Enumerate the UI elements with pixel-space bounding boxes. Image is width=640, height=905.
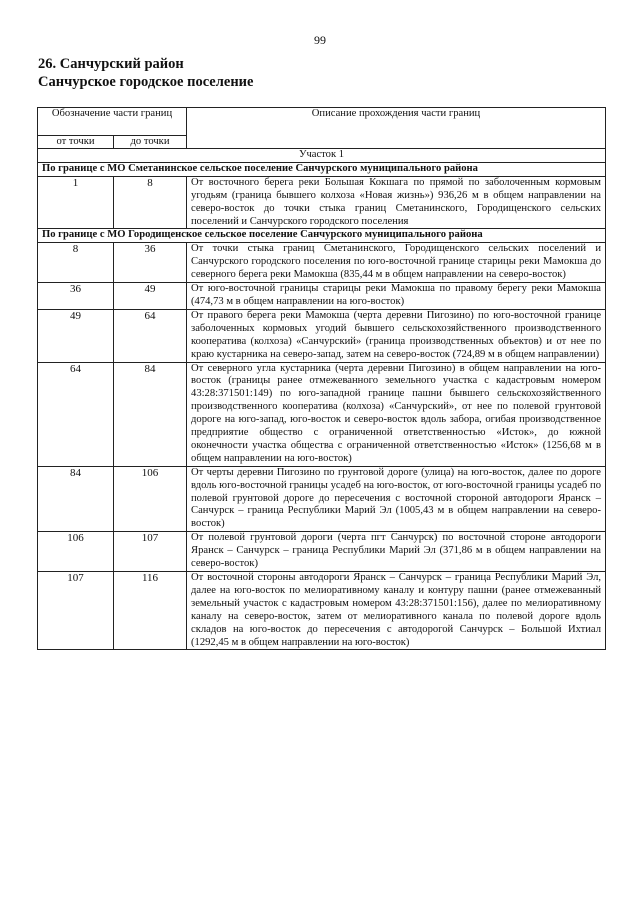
from-point: 106	[38, 532, 114, 572]
from-point: 49	[38, 309, 114, 362]
table-row	[38, 572, 606, 650]
section-label: Участок 1	[38, 149, 606, 163]
settlement-title: Санчурское городское поселение	[38, 74, 254, 90]
table-row	[38, 466, 606, 532]
boundary-description: От правого берега реки Мамокша (черта деревни Пигозино) по юго-восточной границе заболоченных кормовых угодий бывшего сельскохозяйственного производственного кооператива (колхоза) «Санчурский» (граница производственных объектов) и от нее по краю кустарника на северо-запад, затем на северо-восток (724,89 м в общем направлении)	[187, 309, 606, 362]
table-header-row	[38, 108, 606, 136]
table-row	[38, 283, 606, 310]
boundary-description: От юго-восточной границы старицы реки Мамокша по правому берегу реки Мамокша (474,73 м в общем направлении на юго-восток)	[187, 283, 606, 310]
table-row	[38, 243, 606, 283]
boundary-description: От полевой грунтовой дороги (черта пгт Санчурск) по восточной стороне автодороги Яранск – Санчурск – граница Республики Марий Эл (371,86 м в общем направлении на северо-восток)	[187, 532, 606, 572]
page-number: 99	[314, 33, 326, 47]
to-point: 116	[114, 572, 187, 650]
to-point: 8	[114, 176, 187, 229]
description-header: Описание прохождения части границ	[187, 108, 606, 149]
table-row	[38, 362, 606, 466]
to-point: 49	[114, 283, 187, 310]
to-point: 107	[114, 532, 187, 572]
to-point: 36	[114, 243, 187, 283]
boundary-description: От восточного берега реки Большая Кокшага по прямой по заболоченным кормовым угодьям (граница бывшего колхоза «Новая жизнь») 936,26 м в общем направлении на северо-восток до точки стыка границ Сметанинского, Городищенского сельских поселений и Санчурского городского поселения	[187, 176, 606, 229]
boundary-description: От восточной стороны автодороги Яранск – Санчурск – граница Республики Марий Эл, далее на юго-восток по мелиоративному каналу и контуру пашни (ранее отмежеванный земельный участок с кадастровым номером 43:28:371501:156), далее по мелиоративному каналу на северо-восток, затем от мелиоративного канала по полевой дороге вдоль складов на юго-восток до пересечения с автодорогой Санчурск – Большой Ихтиал (1292,45 м в общем направлении на юго-восток)	[187, 572, 606, 650]
table-row	[38, 309, 606, 362]
from-point: 8	[38, 243, 114, 283]
to-point: 106	[114, 466, 187, 532]
boundary-description: От точки стыка границ Сметанинского, Городищенского сельских поселений и Санчурского городского поселения по юго-восточной границе старицы реки Мамокша до северного берега реки Мамокша (835,44 м в общем направлении на северо-восток)	[187, 243, 606, 283]
group-row	[38, 162, 606, 176]
to-point-header: до точки	[114, 136, 187, 149]
to-point: 64	[114, 309, 187, 362]
from-point: 107	[38, 572, 114, 650]
from-point: 36	[38, 283, 114, 310]
section-row	[38, 149, 606, 163]
from-point: 84	[38, 466, 114, 532]
from-point: 64	[38, 362, 114, 466]
boundary-description: От северного угла кустарника (черта деревни Пигозино) в общем направлении на юго-восток (границы ранее отмежеванного земельного участка с кадастровым номером 43:28:371501:149) по юго-западной границе пашни бывшего сельскохозяйственного производственного кооператива (колхоза) «Санчурский», от нее по полевой грунтовой дороге на юго-запад, юго-восток и северо-восток вдоль забора, огибая производственное предприятие общество с ограниченной ответственностью «Исток», до южной оконечности участка общества с ограниченной ответственностью «Исток» (1256,68 м в общем направлении на юго-восток)	[187, 362, 606, 466]
district-title: 26. Санчурский район	[38, 56, 184, 72]
group-row	[38, 229, 606, 243]
boundary-table	[37, 107, 606, 650]
to-point: 84	[114, 362, 187, 466]
group-label-gorodishchenskoe: По границе с МО Городищенское сельское поселение Санчурского муниципального района	[38, 229, 606, 243]
from-point-header: от точки	[38, 136, 114, 149]
from-point: 1	[38, 176, 114, 229]
table-row	[38, 176, 606, 229]
designation-header: Обозначение части границ	[38, 108, 187, 136]
boundary-description: От черты деревни Пигозино по грунтовой дороге (улица) на юго-восток, далее по дороге вдоль юго-восточной границы усадеб на юго-восток, от юго-восточной границы усадеб по полевой грунтовой дороге до пересечения с восточной стороной автодороги Яранск – Санчурск – граница Республики Марий Эл (1005,43 м в общем направлении на северо-восток)	[187, 466, 606, 532]
table-row	[38, 532, 606, 572]
group-label-smetaninskoe: По границе с МО Сметанинское сельское поселение Санчурского муниципального района	[38, 162, 606, 176]
